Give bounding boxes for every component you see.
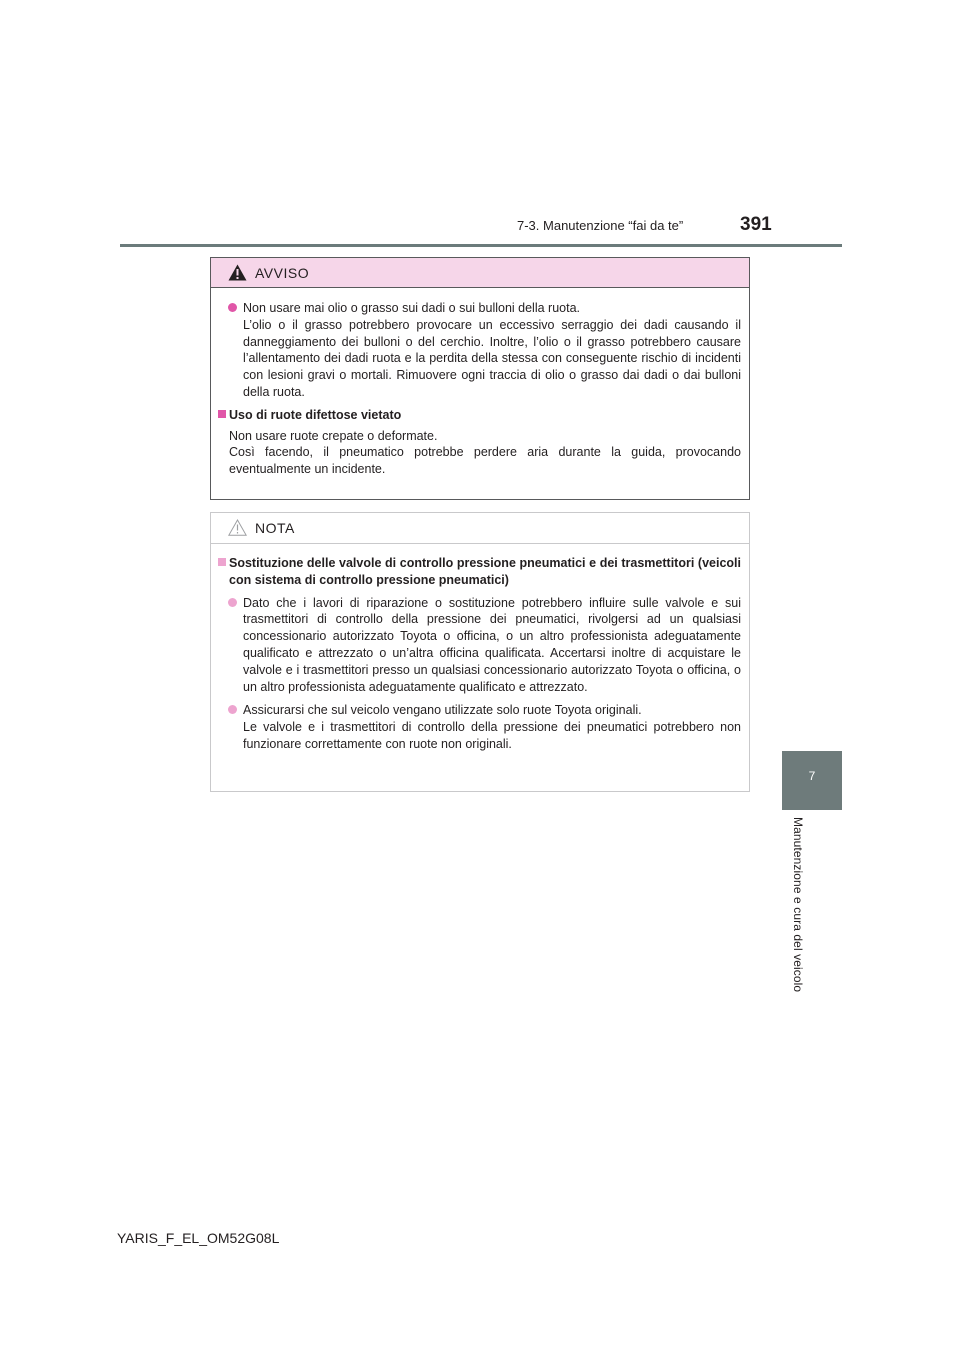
note-bullet-text: Dato che i lavori di riparazione o sostituzione potrebbero influire sulle valvole e sui trasmettitori di controllo della pressione dei pneumatici, rivolgersi ad un qualsiasi concessionario autorizzato Toyota o officina, o un altro professionista adeguatamente qualificato e attrezzato o un’altra officina qualificata. Accertarsi inoltre di acquistare le valvole e i trasmettitori presso un qualsiasi concessionario autorizzato Toyota o officina, o un altro professionista adeguatamente qualificato e attrezzato. bbox=[243, 595, 741, 694]
header-rule bbox=[120, 244, 842, 247]
warning-title: AVVISO bbox=[255, 265, 310, 281]
chapter-number: 7 bbox=[808, 769, 816, 783]
note-heading-text: Sostituzione delle valvole di controllo pressione pneumatici e dei trasmettitori (veicoli con sistema di controllo pressione pneumatici) bbox=[229, 556, 741, 587]
note-bullet-line: Le valvole e i trasmettitori di controllo della pressione dei pneumatici potrebbero non funzionare correttamente con ruote non originali. bbox=[243, 720, 741, 751]
warning-triangle-icon bbox=[228, 264, 247, 281]
caution-triangle-icon bbox=[228, 519, 247, 536]
bullet-dot-icon bbox=[228, 303, 237, 312]
warning-content bbox=[218, 300, 741, 478]
note-bullet bbox=[218, 702, 741, 752]
note-box-header bbox=[211, 513, 749, 544]
note-bullet-line: Assicurarsi che sul veicolo vengano utilizzate solo ruote Toyota originali. bbox=[243, 703, 642, 718]
footer-code: YARIS_F_EL_OM52G08L bbox=[117, 1230, 280, 1246]
chapter-tab bbox=[782, 751, 842, 810]
chapter-title: Manutenzione e cura del veicolo bbox=[791, 817, 805, 993]
warning-box-header bbox=[211, 258, 749, 288]
page-number: 391 bbox=[740, 214, 772, 235]
bullet-square-icon bbox=[218, 410, 226, 418]
note-box bbox=[210, 512, 750, 792]
warning-section-heading bbox=[218, 407, 741, 424]
bullet-dot-icon bbox=[228, 705, 237, 714]
note-title: NOTA bbox=[255, 520, 295, 536]
warning-heading-text: Uso di ruote difettose vietato bbox=[229, 407, 402, 422]
note-section-heading bbox=[218, 555, 741, 589]
bullet-square-icon bbox=[218, 558, 226, 566]
section-title: 7-3. Manutenzione “fai da te” bbox=[517, 218, 684, 233]
warning-body-line: Così facendo, il pneumatico potrebbe perdere aria durante la guida, provocando eventualmente un incidente. bbox=[229, 445, 741, 477]
warning-bullet-line: L’olio o il grasso potrebbero provocare un eccessivo serraggio dei dadi causando il danneggiamento dei bulloni o del cerchio. Inoltre, l’olio o il grasso potrebbero causare l’allentamento dei dadi ruota e la perdita della stessa con conseguente rischio di incidenti con lesioni gravi o mortali. Rimuovere ogni traccia di olio o grasso dai dadi o dai bulloni della ruota. bbox=[243, 317, 741, 399]
warning-bullet-line: Non usare mai olio o grasso sui dadi o sui bulloni della ruota. bbox=[243, 301, 580, 315]
note-content bbox=[218, 555, 741, 760]
warning-box bbox=[210, 257, 750, 500]
warning-body-line: Non usare ruote crepate o deformate. bbox=[229, 428, 438, 443]
bullet-dot-icon bbox=[228, 598, 237, 607]
warning-section-body bbox=[218, 428, 741, 478]
note-bullet bbox=[218, 595, 741, 696]
warning-bullet bbox=[218, 300, 741, 401]
